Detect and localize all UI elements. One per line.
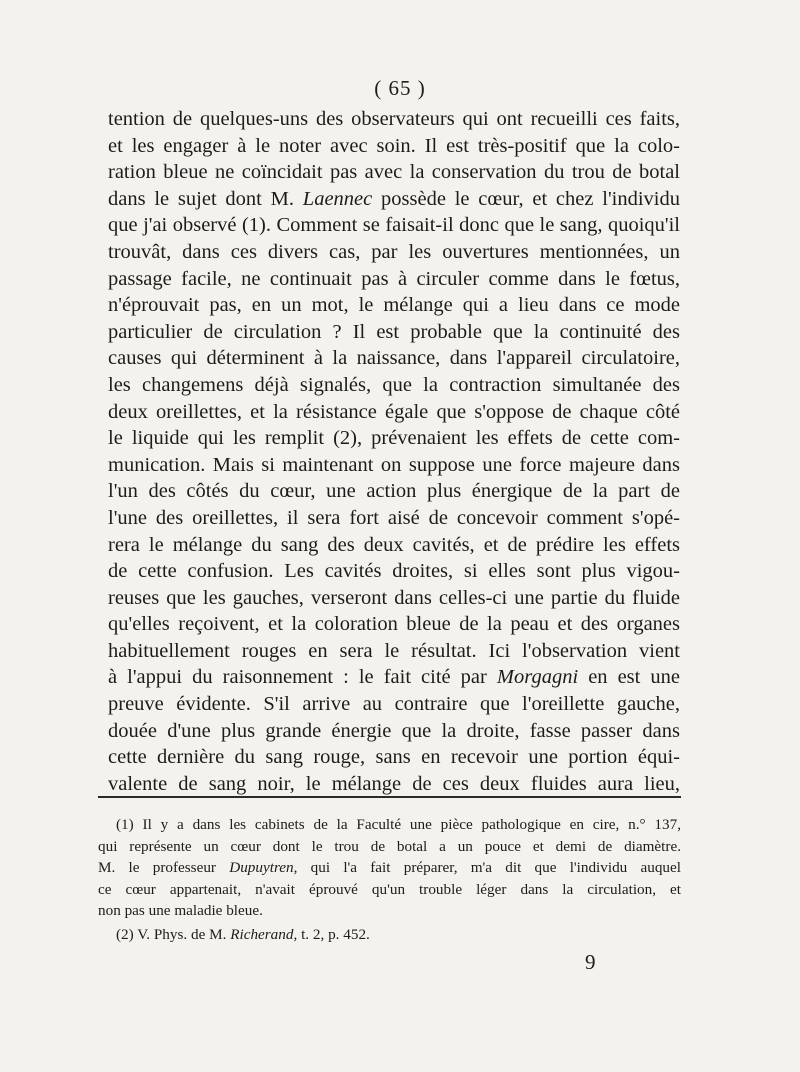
signature-mark: 9 [585,950,596,974]
text-line: n'éprouvait pas, en un mot, le mélange qui a lieu dans ce mode [108,294,680,317]
footnote-1-line: ce cœur appartenait, n'avait éprouvé qu'un trouble léger dans la circulation, et [98,880,681,898]
text-line: passage facile, ne continuait pas à circuler comme dans le fœtus, [108,267,680,290]
text-line: de cette confusion. Les cavités droites, si elles sont plus vigou- [108,560,680,583]
page-number: ( 65 ) [374,76,426,100]
text-line: à l'appui du raisonnement : le fait cité par Morgagni en est une [108,666,680,689]
text-line: rera le mélange du sang des deux cavités, et de prédire les effets [108,533,680,556]
footnote-1-line: (1) Il y a dans les cabinets de la Faculté une pièce pathologique en cire, n.° 137, [116,816,681,833]
text-line: particulier de circulation ? Il est probable que la continuité des [108,320,680,343]
text-line: causes qui déterminent à la naissance, dans l'appareil circulatoire, [108,347,680,370]
main-paragraph [108,106,680,797]
text-line: l'une des oreillettes, il sera fort aisé de concevoir comment s'opé- [108,506,680,529]
text-line: reuses que les gauches, verseront dans celles-ci une partie du fluide [108,586,680,609]
text-line: habituellement rouges en sera le résultat. Ici l'observation vient [108,639,680,662]
text-line: cette dernière du sang rouge, sans en recevoir une portion équi- [108,746,680,769]
footnote-separator [98,796,681,798]
text-line: dans le sujet dont M. Laennec possède le cœur, et chez l'individu [108,187,680,210]
text-line: preuve évidente. S'il arrive au contraire que l'oreillette gauche, [108,693,680,716]
footnote-2: (2) V. Phys. de M. Richerand, t. 2, p. 452. [116,925,370,943]
text-line: tention de quelques-uns des observateurs qui ont recueilli ces faits, [108,108,680,130]
text-line: que j'ai observé (1). Comment se faisait-il donc que le sang, quoiqu'il [108,214,680,237]
text-line: qu'elles reçoivent, et la coloration bleue de la peau et des organes [108,613,680,636]
footnote-1-line: M. le professeur Dupuytren, qui l'a fait préparer, m'a dit que l'individu auquel [98,859,681,877]
text-line: ration bleue ne coïncidait pas avec la conservation du trou de botal [108,161,680,184]
text-line: valente de sang noir, le mélange de ces deux fluides aura lieu, [108,772,680,795]
text-line: et les engager à le noter avec soin. Il est très-positif que la colo- [108,134,680,157]
text-line: l'un des côtés du cœur, une action plus énergique de la part de [108,480,680,503]
text-line: douée d'une plus grande énergie que la droite, fasse passer dans [108,719,680,742]
footnotes [98,814,681,946]
text-line: le liquide qui les remplit (2), prévenaient les effets de cette com- [108,427,680,450]
footnote-1-line: qui représente un cœur dont le trou de botal a un pouce et demi de diamètre. [98,837,681,855]
text-line: munication. Mais si maintenant on suppose une force majeure dans [108,453,680,476]
text-line: les changemens déjà signalés, que la contraction simultanée des [108,373,680,396]
text-line: trouvât, dans ces divers cas, par les ouvertures mentionnées, un [108,240,680,263]
text-line: deux oreillettes, et la résistance égale que s'oppose de chaque côté [108,400,680,423]
footnote-1-line: non pas une maladie bleue. [98,902,263,920]
